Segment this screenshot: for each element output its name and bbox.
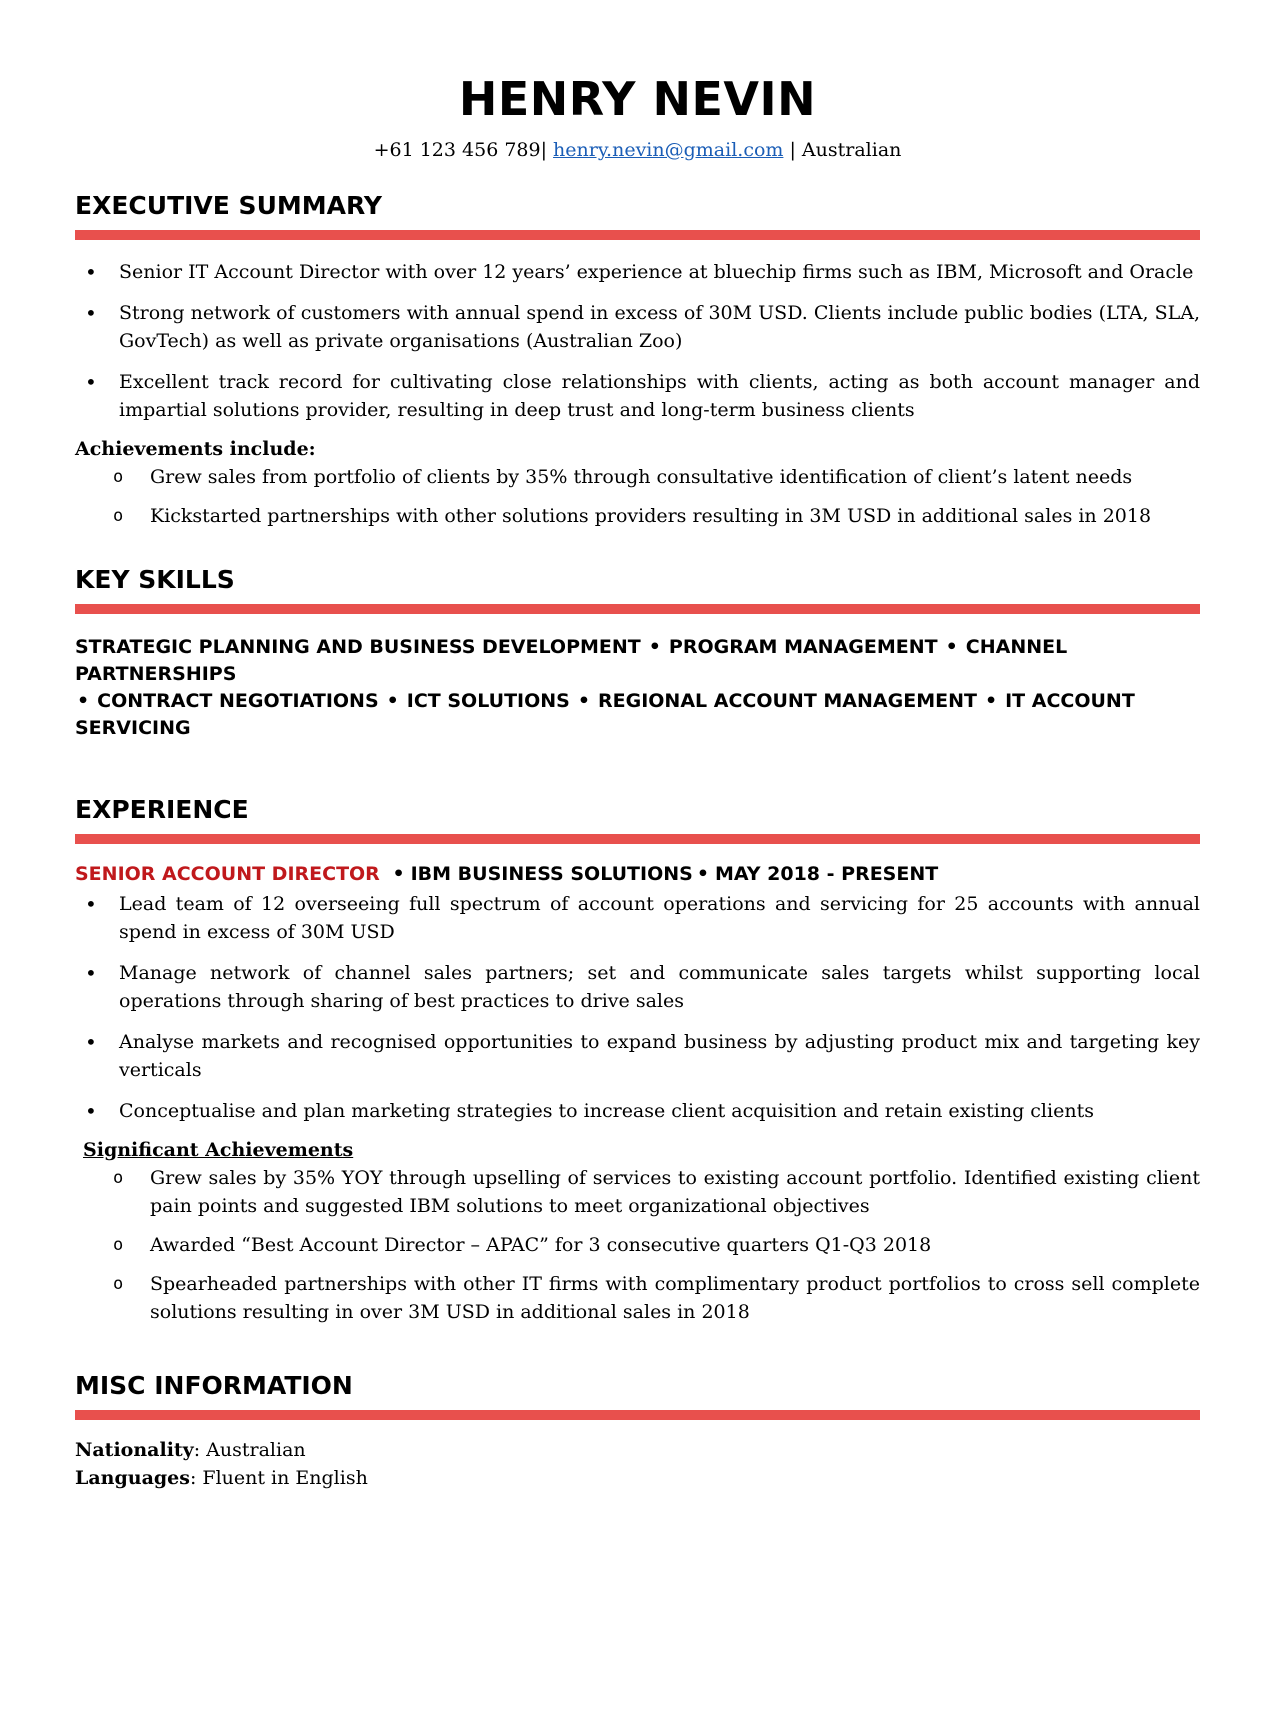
list-item: o Grew sales by 35% YOY through upselling of services to existing account portfolio. Identified existing client pain points and suggested IBM solutions to meet organizational objectives: [75, 1164, 1200, 1220]
bullet-icon: •: [85, 1030, 97, 1054]
skill-separator: •: [577, 690, 590, 712]
skill-item: REGIONAL ACCOUNT MANAGEMENT: [598, 690, 977, 712]
circle-bullet-icon: o: [113, 467, 124, 487]
languages-label: Languages: [75, 1467, 190, 1489]
list-item: • Analyse markets and recognised opportunities to expand business by adjusting product mix and targeting key verticals: [85, 1030, 1200, 1081]
achievements-list: [75, 463, 1200, 530]
experience-section: [75, 794, 1200, 1326]
bullet-icon: •: [85, 961, 97, 985]
list-item: o Spearheaded partnerships with other IT firms with complimentary product portfolios to cross sell complete solutions resulting in over 3M USD in additional sales in 2018: [75, 1270, 1200, 1326]
list-item: o Grew sales from portfolio of clients by 35% through consultative identification of client’s latent needs: [75, 463, 1200, 491]
skill-separator: •: [984, 690, 998, 712]
contact-separator: |: [789, 139, 796, 161]
skill-separator: •: [77, 690, 90, 712]
achievements-label: Achievements include:: [75, 438, 316, 460]
section-title: EXECUTIVE SUMMARY: [75, 191, 382, 220]
list-item: o Awarded “Best Account Director – APAC” for 3 consecutive quarters Q1-Q3 2018: [75, 1231, 1200, 1259]
section-title: KEY SKILLS: [75, 565, 235, 594]
section-divider: [75, 230, 1200, 240]
list-item: o Kickstarted partnerships with other solutions providers resulting in 3M USD in additional sales in 2018: [75, 502, 1200, 530]
contact-nationality: Australian: [801, 139, 902, 161]
executive-summary-section: [75, 190, 1200, 530]
misc-section: [75, 1370, 1200, 1492]
circle-bullet-icon: o: [113, 506, 124, 526]
contact-line: [75, 136, 1200, 164]
phone-number: +61 123 456 789|: [373, 139, 547, 161]
job-separator: •: [392, 863, 405, 885]
section-title: MISC INFORMATION: [75, 1371, 353, 1400]
circle-bullet-icon: o: [113, 1168, 124, 1188]
list-item: • Excellent track record for cultivating close relationships with clients, acting as both account manager and impartial solutions provider, resulting in deep trust and long-term business clients: [85, 370, 1200, 421]
list-item: • Lead team of 12 overseeing full spectrum of account operations and servicing for 25 accounts with annual spend in excess of 30M USD: [85, 892, 1200, 943]
section-divider: [75, 604, 1200, 614]
list-item: • Strong network of customers with annual spend in excess of 30M USD. Clients include public bodies (LTA, SLA, GovTech) as well as private organisations (Australian Zoo): [85, 301, 1200, 352]
key-skills-section: [75, 564, 1200, 742]
bullet-icon: •: [85, 892, 97, 916]
list-item: • Conceptualise and plan marketing strategies to increase client acquisition and retain existing clients: [85, 1099, 1094, 1123]
skill-separator: •: [386, 690, 399, 712]
significant-achievements-label: Significant Achievements: [83, 1139, 354, 1161]
bullet-icon: •: [85, 370, 97, 394]
section-divider: [75, 1410, 1200, 1420]
job-separator: •: [696, 863, 709, 885]
circle-bullet-icon: o: [113, 1274, 124, 1294]
skill-item: PROGRAM MANAGEMENT: [668, 636, 938, 658]
experience-list: [75, 890, 1200, 1125]
job-dates: MAY 2018 - PRESENT: [714, 863, 939, 885]
bullet-icon: •: [85, 1099, 97, 1123]
section-title: EXPERIENCE: [75, 795, 249, 824]
nationality-value: : Australian: [193, 1439, 306, 1461]
list-item: • Manage network of channel sales partners; set and communicate sales targets whilst supporting local operations through sharing of best practices to drive sales: [85, 961, 1200, 1012]
skill-item: CONTRACT NEGOTIATIONS: [97, 690, 379, 712]
nationality-line: [75, 1436, 1200, 1464]
job-title: SENIOR ACCOUNT DIRECTOR: [75, 863, 380, 885]
section-divider: [75, 834, 1200, 844]
circle-bullet-icon: o: [113, 1235, 124, 1255]
bullet-icon: •: [85, 260, 97, 284]
languages-line: [75, 1464, 1200, 1492]
resume-page: [0, 68, 1275, 1718]
nationality-label: Nationality: [75, 1439, 194, 1461]
skill-item: IT ACCOUNT SERVICING: [75, 690, 1135, 739]
bullet-icon: •: [85, 301, 97, 325]
skill-separator: •: [945, 636, 958, 658]
list-item: • Senior IT Account Director with over 12 years’ experience at bluechip firms such as IBM, Microsoft and Oracle: [85, 260, 1194, 284]
candidate-name: HENRY NEVIN: [458, 72, 817, 126]
email-link[interactable]: henry.nevin@gmail.com: [553, 139, 784, 161]
significant-achievements-list: [75, 1164, 1200, 1326]
company-name: IBM BUSINESS SOLUTIONS: [410, 863, 693, 885]
job-header: [75, 860, 1200, 888]
skill-item: CHANNEL PARTNERSHIPS: [75, 636, 1068, 685]
languages-value: : Fluent in English: [189, 1467, 368, 1489]
skills-list: [75, 634, 1200, 742]
summary-list: [75, 258, 1200, 424]
skill-separator: •: [648, 636, 661, 658]
skill-item: ICT SOLUTIONS: [406, 690, 570, 712]
skill-item: STRATEGIC PLANNING AND BUSINESS DEVELOPMENT: [75, 636, 641, 658]
